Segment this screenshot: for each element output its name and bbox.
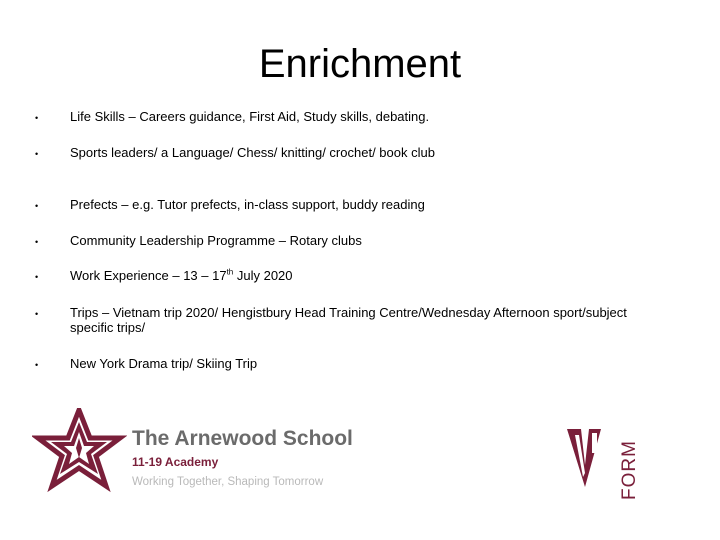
list-item-text: New York Drama trip/ Skiing Trip	[70, 356, 258, 371]
list-item	[35, 145, 695, 162]
bullet-icon: •	[35, 237, 39, 247]
school-subtitle: 11-19 Academy	[132, 455, 219, 469]
bullet-icon: •	[35, 201, 39, 211]
bullet-icon: •	[35, 113, 39, 123]
bullet-icon: •	[35, 272, 39, 282]
school-name: The Arnewood School	[132, 427, 353, 450]
vi-form-icon	[565, 425, 605, 490]
work-experience-date: July 2020	[233, 268, 293, 283]
list-item	[35, 109, 695, 126]
star-crest-icon	[32, 408, 127, 508]
list-item	[35, 356, 695, 373]
bullet-icon: •	[35, 360, 39, 370]
ordinal-suffix: th	[226, 267, 234, 277]
bullet-icon: •	[35, 309, 39, 319]
bullet-icon: •	[35, 149, 39, 159]
list-item-text	[70, 305, 690, 335]
list-item-text: Sports leaders/ a Language/ Chess/ knitting/ crochet/ book club	[70, 145, 435, 160]
list-item	[35, 197, 695, 214]
trips-line-2: specific trips/	[70, 320, 146, 335]
list-item	[35, 233, 695, 250]
school-tagline: Working Together, Shaping Tomorrow	[132, 476, 324, 488]
sixth-form-label	[600, 440, 660, 500]
trips-line-1: Trips – Vietnam trip 2020/ Hengistbury Head Training Centre/Wednesday Afternoon sport/subject	[70, 305, 627, 320]
list-item	[35, 305, 695, 335]
list-item-text	[70, 268, 690, 283]
svg-text:FORM: FORM	[619, 440, 641, 500]
list-item	[35, 268, 695, 285]
list-item-text: Prefects – e.g. Tutor prefects, in-class support, buddy reading	[70, 197, 425, 212]
list-item-text: Life Skills – Careers guidance, First Aid, Study skills, debating.	[70, 109, 430, 124]
slide-title: Enrichment	[258, 42, 462, 86]
list-item-text: Community Leadership Programme – Rotary clubs	[70, 233, 362, 248]
work-experience-text: Work Experience – 13 – 17	[70, 268, 227, 283]
